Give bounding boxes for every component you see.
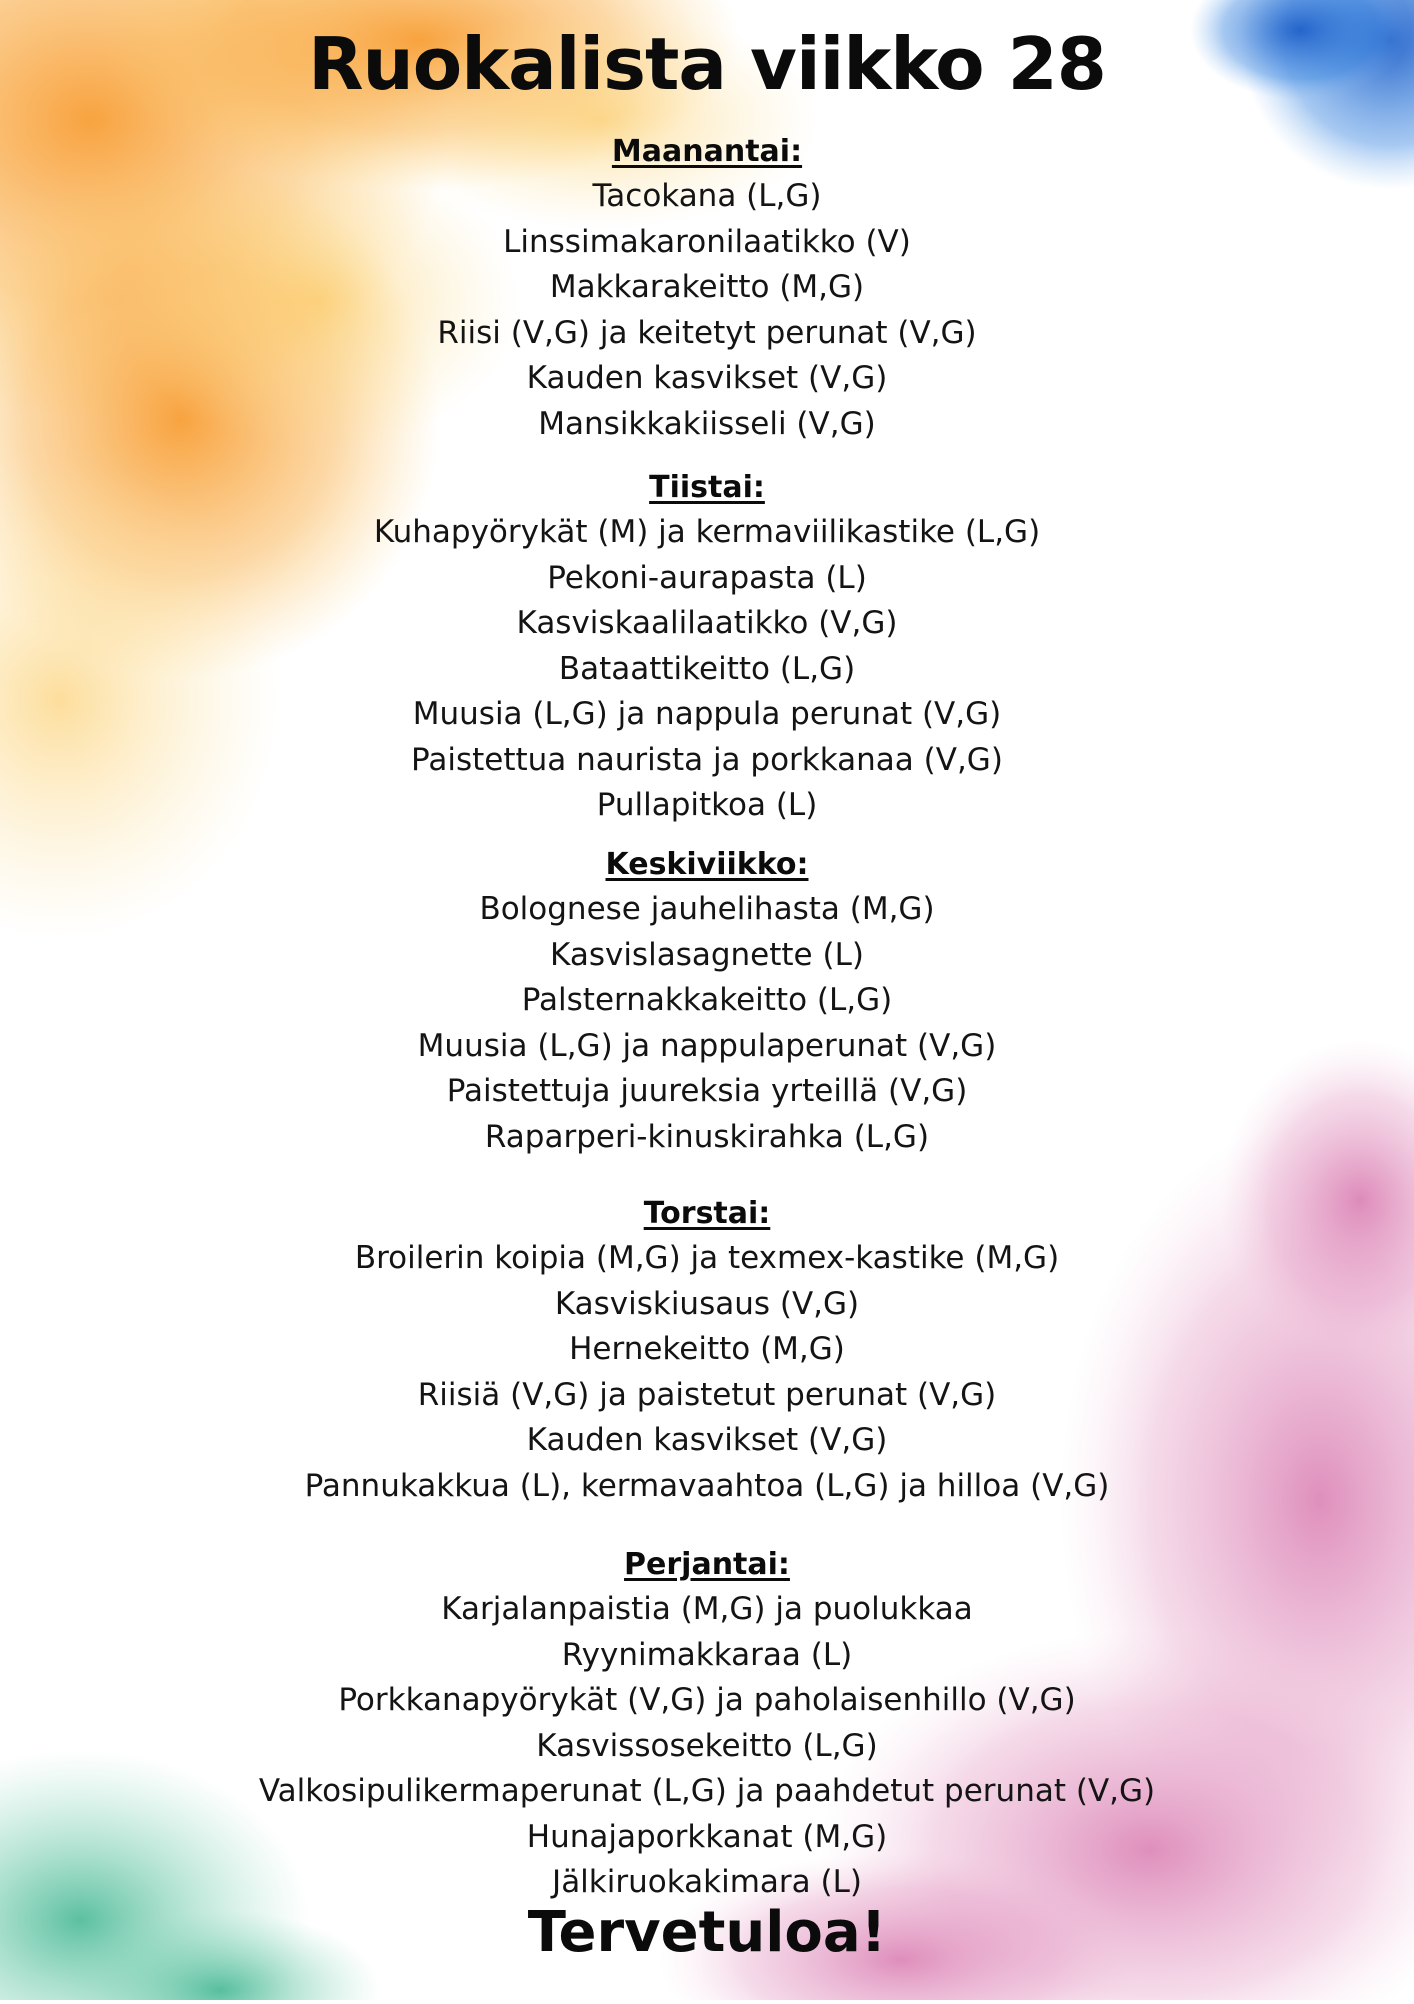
day-section [0,843,1414,1160]
dish-item: Paistettua naurista ja porkkanaa (V,G) [411,741,1003,778]
dish-item: Linssimakaronilaatikko (V) [503,223,911,260]
dish-item: Kauden kasvikset (V,G) [526,360,888,396]
dish-item: Valkosipulikermaperunat (L,G) ja paahdetut perunat (V,G) [258,1773,1156,1809]
day-heading: Maanantai: [611,134,803,169]
dish-item: Tacokana (L,G) [592,178,822,214]
dish-item: Ryynimakkaraa (L) [561,1636,853,1673]
dish-item: Broilerin koipia (M,G) ja texmex-kastike (M,G) [354,1240,1060,1276]
dish-item: Kasvissosekeitto (L,G) [536,1727,878,1764]
welcome-footer: Tervetuloa! [527,1900,887,1965]
dish-item: Mansikkakiisseli (V,G) [538,405,876,442]
dish-item: Hernekeitto (M,G) [569,1331,845,1367]
dish-item: Pullapitkoa (L) [596,787,818,823]
day-section [0,1543,1414,1906]
dish-item: Paistettuja juureksia yrteillä (V,G) [446,1073,968,1109]
dish-item: Bolognese jauhelihasta (M,G) [479,891,935,927]
dish-item: Kauden kasvikset (V,G) [526,1422,888,1458]
dish-item: Muusia (L,G) ja nappula perunat (V,G) [412,696,1002,732]
day-section [0,130,1414,447]
dish-item: Karjalanpaistia (M,G) ja puolukkaa [441,1591,973,1627]
dish-item: Muusia (L,G) ja nappulaperunat (V,G) [417,1027,997,1064]
dish-item: Bataattikeitto (L,G) [558,650,856,687]
dish-item: Riisi (V,G) ja keitetyt perunat (V,G) [437,314,977,351]
dish-item: Kasviskaalilaatikko (V,G) [516,605,898,641]
dish-item: Raparperi-kinuskirahka (L,G) [484,1118,930,1155]
dish-item: Hunajaporkkanat (M,G) [526,1818,888,1855]
dish-item: Makkarakeitto (M,G) [549,269,865,305]
menu-title: Ruokalista viikko 28 [308,22,1106,106]
dish-item: Kuhapyörykät (M) ja kermaviilikastike (L,G) [373,514,1041,550]
day-section [0,1192,1414,1509]
dish-item: Kasvislasagnette (L) [550,936,864,973]
dish-item: Porkkanapyörykät (V,G) ja paholaisenhillo (V,G) [338,1682,1076,1718]
day-section [0,466,1414,829]
day-heading: Torstai: [643,1196,771,1231]
dish-item: Riisiä (V,G) ja paistetut perunat (V,G) [417,1376,997,1413]
dish-item: Pekoni-aurapasta (L) [547,559,867,596]
dish-item: Palsternakkakeitto (L,G) [521,982,893,1018]
dish-item: Pannukakkua (L), kermavaahtoa (L,G) ja hilloa (V,G) [304,1467,1110,1504]
day-heading: Perjantai: [624,1547,790,1582]
day-heading: Keskiviikko: [605,847,809,882]
day-heading: Tiistai: [649,470,765,505]
dish-item: Kasviskiusaus (V,G) [554,1285,860,1322]
dish-item: Jälkiruokakimara (L) [552,1864,862,1900]
